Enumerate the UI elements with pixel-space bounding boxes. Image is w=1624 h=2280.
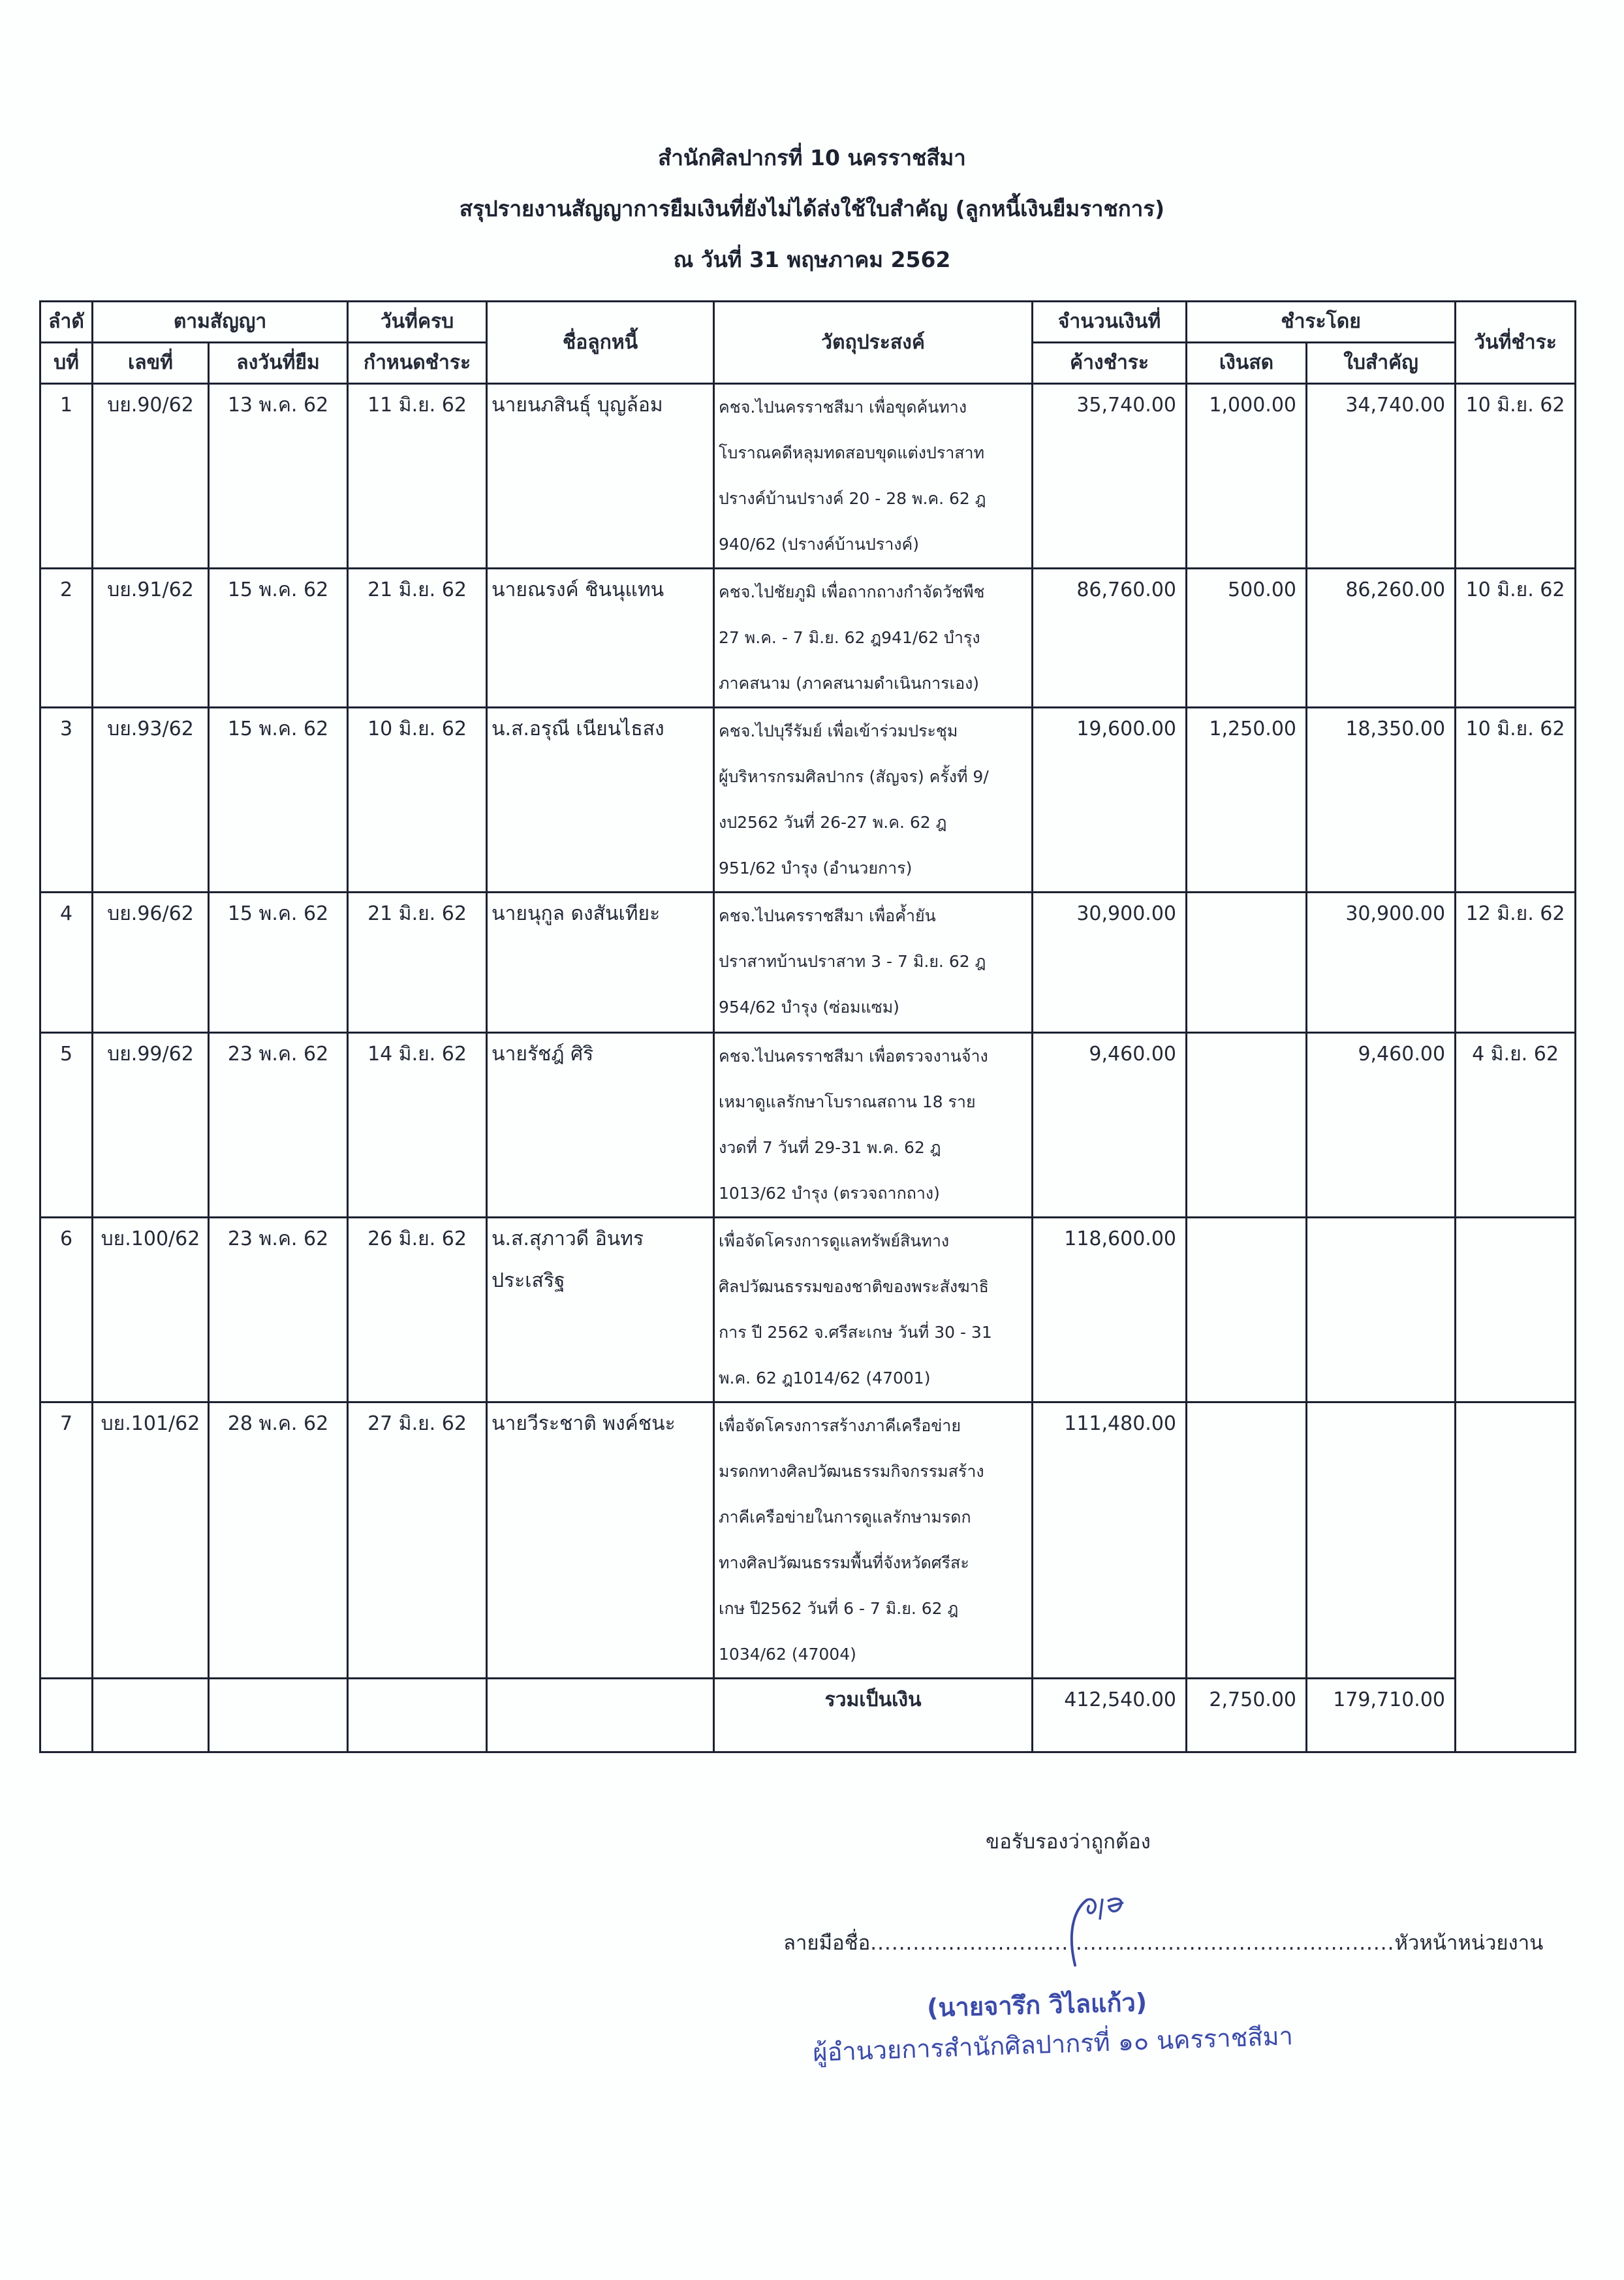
report-title: สรุปรายงานสัญญาการยืมเงินที่ยังไม่ได้ส่งใช้ใบสำคัญ (ลูกหนี้เงินยืมราชการ) — [459, 196, 1165, 221]
cell-paid-date — [1456, 1402, 1576, 1752]
cell-amount: 111,480.00 — [1033, 1402, 1187, 1679]
purpose-line: 1034/62 (47004) — [719, 1645, 856, 1664]
header-amount-top: จำนวนเงินที่ — [1033, 302, 1187, 343]
signer-title: ผู้อำนวยการสำนักศิลปากรที่ ๑๐ นครราชสีมา — [812, 2021, 1294, 2067]
cell-borrow-date: 15 พ.ค. 62 — [209, 569, 348, 708]
purpose-line: 27 พ.ค. - 7 มิ.ย. 62 ฎ941/62 บำรุง — [719, 628, 980, 647]
org-title: สำนักศิลปากรที่ 10 นครราชสีมา — [658, 145, 966, 170]
cell-contract-no: บย.101/62 — [93, 1402, 209, 1679]
cell-cash — [1187, 1033, 1307, 1218]
cell-purpose — [714, 569, 1033, 708]
purpose-line: พ.ค. 62 ฎ1014/62 (47001) — [719, 1369, 931, 1387]
cell-debtor: นายนุกูล ดงสันเทียะ — [487, 893, 714, 1033]
cell-receipts: 18,350.00 — [1307, 708, 1456, 893]
header-due-top: วันที่ครบ — [348, 302, 487, 343]
signer-name: (นายจารึก วิไลแก้ว) — [926, 1987, 1148, 2023]
purpose-line: 951/62 บำรุง (อำนวยการ) — [719, 859, 913, 878]
cell-receipts: 30,900.00 — [1307, 893, 1456, 1033]
cell-purpose — [714, 1218, 1033, 1402]
cell-receipts — [1307, 1218, 1456, 1402]
cell-purpose — [714, 1402, 1033, 1679]
purpose-line: 1013/62 บำรุง (ตรวจถากถาง) — [719, 1184, 940, 1203]
cell-cash — [1187, 893, 1307, 1033]
cell-due-date: 11 มิ.ย. 62 — [348, 384, 487, 569]
cell-due-date: 27 มิ.ย. 62 — [348, 1402, 487, 1679]
table-row — [40, 384, 1576, 569]
header-contract-no: เลขที่ — [93, 343, 209, 384]
header-paid-date: วันที่ชำระ — [1456, 302, 1576, 384]
cell-paid-date: 10 มิ.ย. 62 — [1456, 708, 1576, 893]
cell-purpose — [714, 1033, 1033, 1218]
loan-report-table — [39, 300, 1576, 1753]
cell-seq: 4 — [40, 893, 93, 1033]
sign-dots: .......................................................................... — [870, 1931, 1395, 1955]
purpose-line: งวดที่ 7 วันที่ 29-31 พ.ค. 62 ฎ — [719, 1138, 941, 1157]
total-empty-cell — [93, 1679, 209, 1752]
cell-seq: 2 — [40, 569, 93, 708]
table-row — [40, 1402, 1576, 1679]
header-contract-date: ลงวันที่ยืม — [209, 343, 348, 384]
cell-paid-date: 12 มิ.ย. 62 — [1456, 893, 1576, 1033]
purpose-line: การ ปี 2562 จ.ศรีสะเกษ วันที่ 30 - 31 — [719, 1323, 992, 1342]
purpose-line: 940/62 (ปรางค์บ้านปรางค์) — [719, 535, 919, 554]
table-row — [40, 893, 1576, 1033]
cell-purpose — [714, 384, 1033, 569]
total-cash: 2,750.00 — [1187, 1679, 1307, 1752]
table-row — [40, 569, 1576, 708]
total-empty-cell — [209, 1679, 348, 1752]
cell-paid-date: 10 มิ.ย. 62 — [1456, 384, 1576, 569]
sign-prefix: ลายมือชื่อ — [783, 1931, 871, 1955]
purpose-line: 954/62 บำรุง (ซ่อมแซม) — [719, 998, 899, 1017]
cell-paid-date — [1456, 1218, 1576, 1402]
cell-cash — [1187, 1402, 1307, 1679]
purpose-line: โบราณคดีหลุมทดสอบขุดแต่งปราสาท — [719, 443, 985, 462]
purpose-line: เกษ ปี2562 วันที่ 6 - 7 มิ.ย. 62 ฎ — [719, 1599, 959, 1618]
header-row-1 — [40, 302, 1576, 343]
header-seq-top: ลำดั — [40, 302, 93, 343]
cell-seq: 7 — [40, 1402, 93, 1679]
cell-borrow-date: 15 พ.ค. 62 — [209, 708, 348, 893]
purpose-line: เพื่อจัดโครงการสร้างภาคีเครือข่าย — [719, 1416, 961, 1435]
header-purpose: วัตถุประสงค์ — [714, 302, 1033, 384]
cell-borrow-date: 13 พ.ค. 62 — [209, 384, 348, 569]
total-row — [40, 1679, 1576, 1752]
cell-contract-no: บย.91/62 — [93, 569, 209, 708]
cell-contract-no: บย.96/62 — [93, 893, 209, 1033]
cell-borrow-date: 15 พ.ค. 62 — [209, 893, 348, 1033]
cell-contract-no: บย.90/62 — [93, 384, 209, 569]
cell-amount: 30,900.00 — [1033, 893, 1187, 1033]
purpose-line: เหมาดูแลรักษาโบราณสถาน 18 ราย — [719, 1092, 976, 1111]
as-of-date: ณ วันที่ 31 พฤษภาคม 2562 — [673, 247, 951, 272]
cell-due-date: 21 มิ.ย. 62 — [348, 893, 487, 1033]
cell-seq: 1 — [40, 384, 93, 569]
purpose-line: คชจ.ไปนครราชสีมา เพื่อตรวจงานจ้าง — [719, 1047, 988, 1066]
cell-receipts — [1307, 1402, 1456, 1679]
sign-suffix: หัวหน้าหน่วยงาน — [1394, 1931, 1544, 1955]
cell-purpose — [714, 893, 1033, 1033]
cell-amount: 19,600.00 — [1033, 708, 1187, 893]
cell-due-date: 21 มิ.ย. 62 — [348, 569, 487, 708]
purpose-line: คชจ.ไปนครราชสีมา เพื่อค้ำยัน — [719, 906, 936, 925]
cell-contract-no: บย.93/62 — [93, 708, 209, 893]
cell-cash: 1,000.00 — [1187, 384, 1307, 569]
total-amount: 412,540.00 — [1033, 1679, 1187, 1752]
header-amount-bottom: ค้างชำระ — [1033, 343, 1187, 384]
cell-debtor: นายวีระชาติ พงค์ชนะ — [487, 1402, 714, 1679]
purpose-line: มรดกทางศิลปวัฒนธรรมกิจกรรมสร้าง — [719, 1462, 984, 1481]
cell-seq: 5 — [40, 1033, 93, 1218]
cell-borrow-date: 23 พ.ค. 62 — [209, 1218, 348, 1402]
purpose-line: เพื่อจัดโครงการดูแลทรัพย์สินทาง — [719, 1231, 950, 1250]
header-due-bottom: กำหนดชำระ — [348, 343, 487, 384]
total-label: รวมเป็นเงิน — [714, 1679, 1033, 1752]
cell-amount: 9,460.00 — [1033, 1033, 1187, 1218]
total-empty-cell — [487, 1679, 714, 1752]
header-receipts: ใบสำคัญ — [1307, 343, 1456, 384]
cell-amount: 35,740.00 — [1033, 384, 1187, 569]
cell-cash: 1,250.00 — [1187, 708, 1307, 893]
cell-amount: 86,760.00 — [1033, 569, 1187, 708]
document-header — [0, 145, 1624, 273]
cell-borrow-date: 23 พ.ค. 62 — [209, 1033, 348, 1218]
cell-cash — [1187, 1218, 1307, 1402]
cell-paid-date: 4 มิ.ย. 62 — [1456, 1033, 1576, 1218]
purpose-line: ทางศิลปวัฒนธรรมพื้นที่จังหวัดศรีสะ — [719, 1553, 969, 1572]
cell-seq: 3 — [40, 708, 93, 893]
cell-due-date: 26 มิ.ย. 62 — [348, 1218, 487, 1402]
handwritten-signature-icon — [1061, 1893, 1132, 1972]
cell-paid-date: 10 มิ.ย. 62 — [1456, 569, 1576, 708]
purpose-line: ภาคสนาม (ภาคสนามดำเนินการเอง) — [719, 674, 980, 693]
purpose-line: ศิลปวัฒนธรรมของชาติของพระสังฆาธิ — [719, 1277, 989, 1296]
header-paid-by: ชำระโดย — [1187, 302, 1456, 343]
total-empty-cell — [40, 1679, 93, 1752]
signature-line — [783, 1926, 1543, 1959]
purpose-line: งป2562 วันที่ 26-27 พ.ค. 62 ฎ — [719, 813, 947, 832]
cell-debtor: นายณรงค์ ชินนุแทน — [487, 569, 714, 708]
cell-receipts: 34,740.00 — [1307, 384, 1456, 569]
purpose-line: ปราสาทบ้านปราสาท 3 - 7 มิ.ย. 62 ฎ — [719, 952, 986, 971]
cell-debtor: นายนภสินธุ์ บุญล้อม — [487, 384, 714, 569]
header-debtor: ชื่อลูกหนี้ — [487, 302, 714, 384]
cell-amount: 118,600.00 — [1033, 1218, 1187, 1402]
cell-due-date: 14 มิ.ย. 62 — [348, 1033, 487, 1218]
cell-receipts: 86,260.00 — [1307, 569, 1456, 708]
purpose-line: คชจ.ไปนครราชสีมา เพื่อขุดค้นทาง — [719, 398, 967, 417]
table-row — [40, 708, 1576, 893]
cell-debtor: น.ส.สุภาวดี อินทรประเสริฐ — [487, 1218, 714, 1402]
cell-receipts: 9,460.00 — [1307, 1033, 1456, 1218]
purpose-line: คชจ.ไปชัยภูมิ เพื่อถากถางกำจัดวัชพืช — [719, 582, 985, 601]
purpose-line: ปรางค์บ้านปรางค์ 20 - 28 พ.ค. 62 ฎ — [719, 489, 986, 508]
cell-due-date: 10 มิ.ย. 62 — [348, 708, 487, 893]
cell-contract-no: บย.100/62 — [93, 1218, 209, 1402]
table-row — [40, 1218, 1576, 1402]
header-contract: ตามสัญญา — [93, 302, 348, 343]
total-empty-cell — [348, 1679, 487, 1752]
purpose-line: คชจ.ไปบุรีรัมย์ เพื่อเข้าร่วมประชุม — [719, 721, 958, 740]
table-row — [40, 1033, 1576, 1218]
cell-seq: 6 — [40, 1218, 93, 1402]
cell-contract-no: บย.99/62 — [93, 1033, 209, 1218]
cell-borrow-date: 28 พ.ค. 62 — [209, 1402, 348, 1679]
purpose-line: ภาคีเครือข่ายในการดูแลรักษามรดก — [719, 1508, 971, 1527]
purpose-line: ผู้บริหารกรมศิลปากร (สัญจร) ครั้งที่ 9/ — [719, 767, 989, 786]
cell-debtor: นายรัชฎ์ ศิริ — [487, 1033, 714, 1218]
cell-purpose — [714, 708, 1033, 893]
cell-debtor: น.ส.อรุณี เนียนไธสง — [487, 708, 714, 893]
header-cash: เงินสด — [1187, 343, 1307, 384]
cell-cash: 500.00 — [1187, 569, 1307, 708]
header-seq-bottom: บที่ — [40, 343, 93, 384]
total-receipts: 179,710.00 — [1307, 1679, 1456, 1752]
certify-text: ขอรับรองว่าถูกต้อง — [986, 1830, 1151, 1854]
